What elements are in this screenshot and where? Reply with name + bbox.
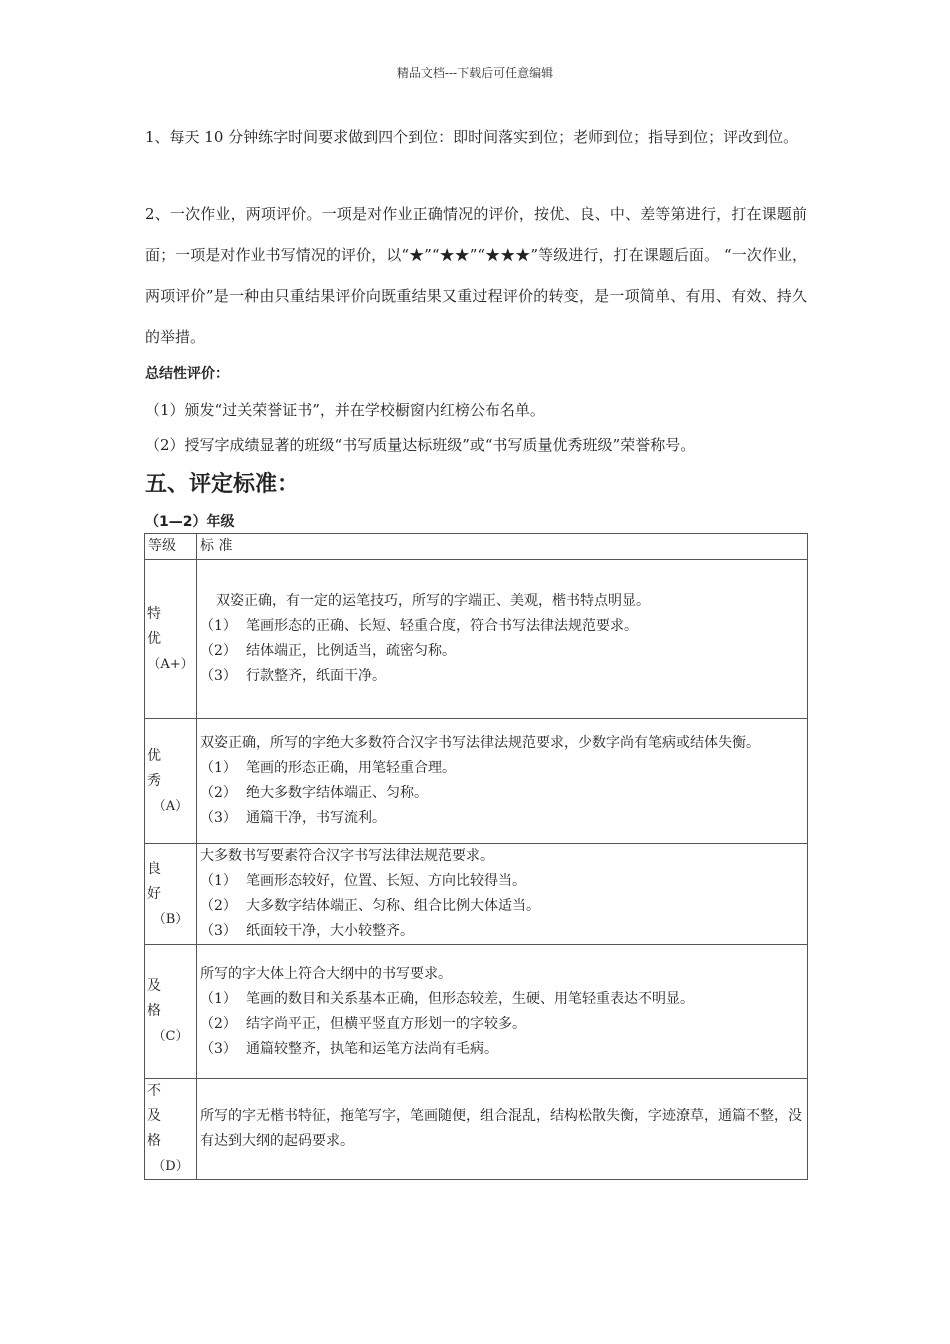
criterion-number: （1） [200,990,237,1007]
grade-char: 好 [147,885,161,902]
grade-code: （B） [152,911,189,927]
criterion-number: （1） [200,618,237,634]
page-header: 精品文档---下载后可任意编辑 [396,66,554,80]
grade-code: （A+） [147,656,194,672]
standard-cell [197,945,808,1079]
criterion-text: 笔画形态的正确、长短、轻重合度，符合书写法律法规范要求。 [246,618,638,634]
criterion [200,894,804,919]
grade-cell [145,1079,197,1180]
criterion [200,919,804,944]
criterion-text: 笔画的数目和关系基本正确，但形态较差，生硬、用笔轻重表达不明显。 [246,990,694,1007]
criterion [200,756,804,781]
table-row [145,844,808,945]
summary-item-1: （1）颁发“过关荣誉证书”，并在学校橱窗内红榜公布名单。 [145,401,545,419]
standards-table [144,533,808,1180]
table-row [145,1079,808,1180]
criterion-text: 大多数字结体端正、匀称、组合比例大体适当。 [246,898,540,914]
grade-code: （A） [152,798,189,814]
criterion-number: （2） [200,1015,237,1032]
criterion [200,614,804,639]
grade-char: 优 [147,630,161,647]
grade-char: 优 [147,747,161,764]
standard-cell [197,560,808,719]
standard-intro: 大多数书写要素符合汉字书写法律法规范要求。 [200,848,494,864]
section-heading: 五、评定标准： [145,472,300,497]
table-row [145,945,808,1079]
criterion-number: （2） [200,785,237,801]
standard-cell [197,719,808,844]
paragraph-2: 2、一次作业，两项评价。一项是对作业正确情况的评价，按优、良、中、差等第进行，打在课题前面；一项是对作业书写情况的评价，以“★”“★★”“★★★”等级进行，打在课题后面。 “一次作业，两项评价”是一种由只重结果评价向既重结果又重过程评价的转变，是一项简单、有用、有效、持久的举措。 [145,205,807,346]
criterion [200,639,804,664]
grade-cell [145,844,197,945]
criterion-number: （3） [200,668,237,684]
grade-char: 及 [147,1108,161,1124]
grade-code: （C） [152,1029,189,1044]
header-grade: 等级 [145,534,197,560]
criterion-text: 纸面较干净，大小较整齐。 [246,923,414,939]
criterion-number: （2） [200,898,237,914]
criterion-number: （1） [200,760,237,776]
standard-intro: 双姿正确，所写的字绝大多数符合汉字书写法律法规范要求，少数字尚有笔病或结体失衡。 [200,735,760,751]
standard-cell [197,1079,808,1180]
criterion-text: 结体端正，比例适当，疏密匀称。 [246,643,456,659]
criterion [200,869,804,894]
criterion-text: 行款整齐，纸面干净。 [246,668,386,684]
criterion-number: （3） [200,1040,237,1057]
criterion-text: 笔画的形态正确，用笔轻重合理。 [246,760,456,776]
table-row [145,560,808,719]
summary-title: 总结性评价： [145,366,229,382]
criterion-text: 笔画形态较好，位置、长短、方向比较得当。 [246,873,526,889]
grade-cell [145,719,197,844]
criterion-text: 绝大多数字结体端正、匀称。 [246,785,428,801]
summary-item-2: （2）授写字成绩显著的班级“书写质量达标班级”或“书写质量优秀班级”荣誉称号。 [145,436,696,454]
standard-intro: 双姿正确，有一定的运笔技巧，所写的字端正、美观，楷书特点明显。 [216,593,650,609]
grade-sub-heading: （1—2）年级 [145,514,235,530]
grade-char: 特 [147,605,161,622]
grade-char: 格 [147,1003,161,1019]
criterion-number: （1） [200,873,237,889]
paragraph-1: 1、每天 10 分钟练字时间要求做到四个到位：即时间落实到位；老师到位；指导到位；评改到位。 [145,128,799,146]
table-row [145,719,808,844]
criterion [200,987,804,1012]
grade-char: 格 [147,1133,161,1149]
table-header-row [145,534,808,560]
criterion [200,1012,804,1037]
criterion-text: 通篇较整齐，执笔和运笔方法尚有毛病。 [246,1040,498,1057]
standard-cell [197,844,808,945]
criterion [200,806,804,831]
criterion [200,781,804,806]
criterion [200,1037,804,1062]
header-standard: 标 准 [197,534,808,560]
grade-cell [145,945,197,1079]
criterion-text: 结字尚平正，但横平竖直方形划一的字较多。 [246,1015,526,1032]
criterion-number: （2） [200,643,237,659]
standard-intro: 所写的字无楷书特征，拖笔写字，笔画随便，组合混乱，结构松散失衡，字迹潦草，通篇不整，没有达到大纲的起码要求。 [200,1108,802,1149]
criterion-number: （3） [200,810,237,826]
standard-intro: 所写的字大体上符合大纲中的书写要求。 [200,965,452,982]
grade-char: 良 [147,860,161,877]
criterion-text: 通篇干净，书写流利。 [246,810,386,826]
grade-cell [145,560,197,719]
criterion-number: （3） [200,923,237,939]
grade-char: 及 [147,978,161,994]
grade-char: 不 [147,1083,161,1099]
criterion [200,664,804,689]
grade-char: 秀 [147,772,161,789]
grade-code: （D） [152,1159,189,1174]
